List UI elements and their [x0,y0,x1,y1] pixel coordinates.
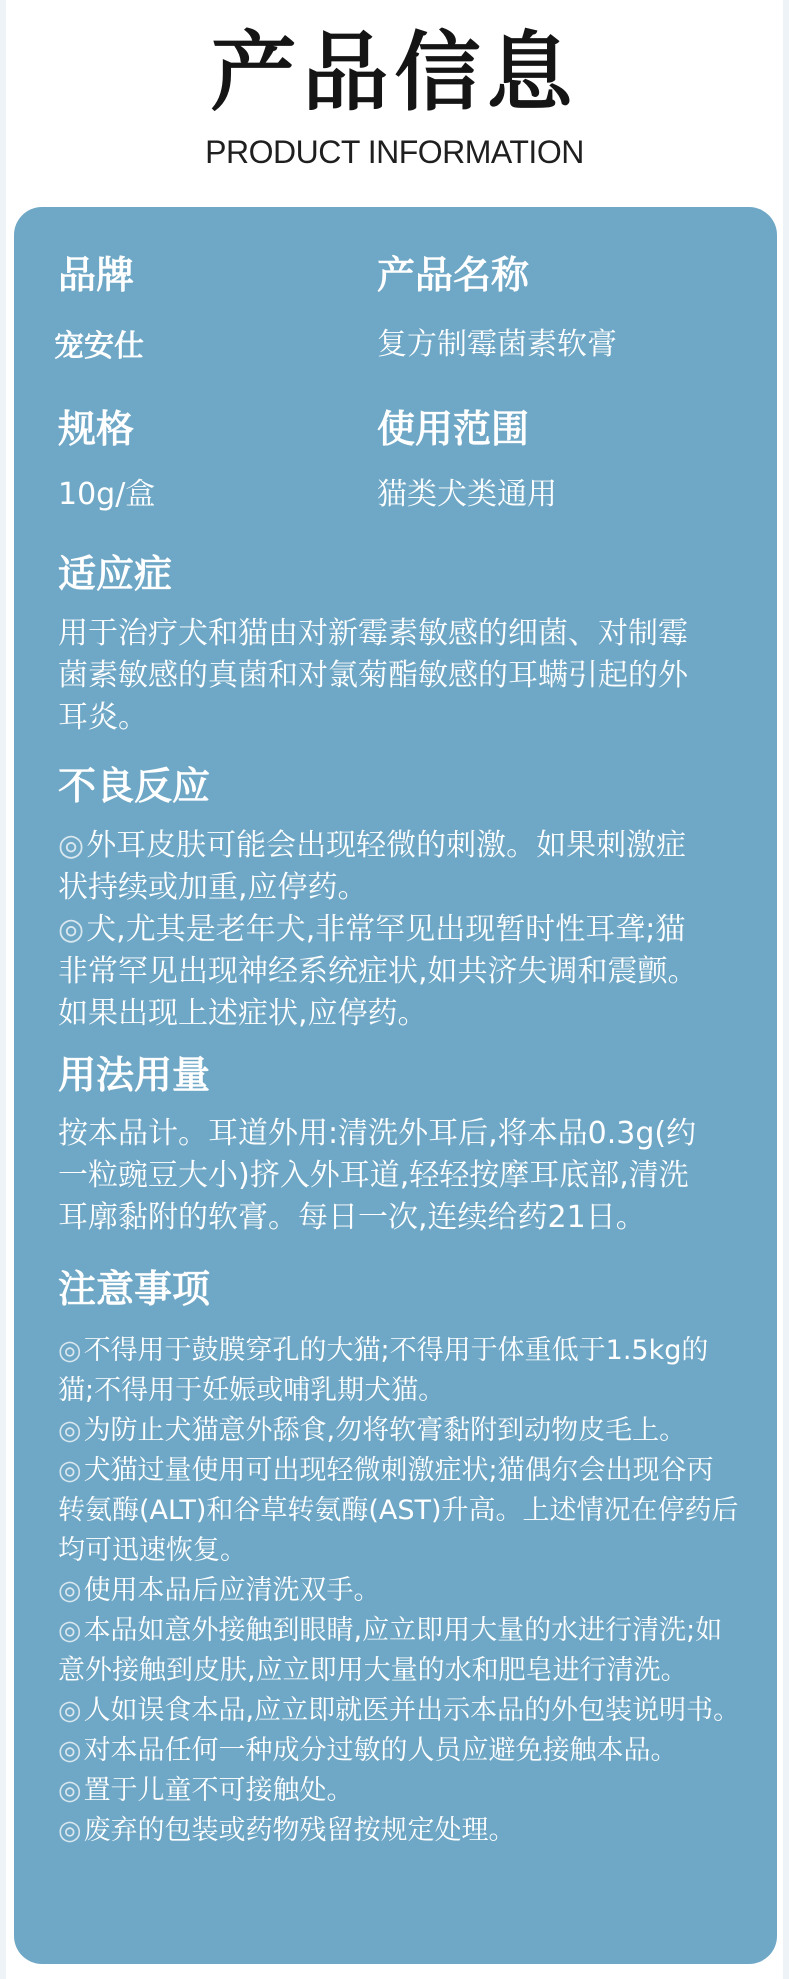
indications-text [58,613,758,739]
brand-value: 宠安仕 [54,329,144,364]
list-item [58,1771,758,1811]
usage-scope-label: 使用范围 [377,407,530,451]
adverse-reactions-text [58,825,758,1035]
brand-label: 品牌 [58,253,135,297]
list-item-continuation: 意外接触到皮肤,应立即用大量的水和肥皂进行清洗。 [58,1655,688,1686]
dosage-line: 耳廓黏附的软膏。每日一次,连续给药21日。 [58,1200,646,1235]
bullet-mark: ◎ [58,1575,82,1606]
bullet-mark: ◎ [58,1455,82,1486]
list-item [58,1691,758,1731]
adverse-line-text: 外耳皮肤可能会出现轻微的刺激。如果刺激症 [86,828,687,863]
list-item [58,1811,758,1851]
indications-line: 菌素敏感的真菌和对氯菊酯敏感的耳螨引起的外 [58,658,688,693]
list-item [58,1331,758,1371]
precautions-list [58,1331,758,1851]
bullet-mark: ◎ [58,912,85,947]
bullet-mark: ◎ [58,1735,82,1766]
dosage-text [58,1113,758,1239]
adverse-line: 非常罕见出现神经系统症状,如共济失调和震颤。 [58,954,698,989]
list-item [58,1571,758,1611]
page-subtitle: PRODUCT INFORMATION [205,134,584,170]
list-item-text: 为防止犬猫意外舔食,勿将软膏黏附到动物皮毛上。 [83,1415,687,1446]
dosage-heading: 用法用量 [58,1053,211,1097]
list-item-text: 对本品任何一种成分过敏的人员应避免接触本品。 [83,1735,678,1766]
list-item-continuation: 均可迅速恢复。 [58,1535,247,1566]
adverse-reactions-heading: 不良反应 [58,764,211,808]
list-item [58,1731,758,1771]
list-item-text: 人如误食本品,应立即就医并出示本品的外包装说明书。 [83,1695,741,1726]
list-item-text: 废弃的包装或药物残留按规定处理。 [83,1815,516,1846]
list-item-continuation: 转氨酶(ALT)和谷草转氨酶(AST)升高。上述情况在停药后 [58,1495,739,1526]
dosage-line: 按本品计。耳道外用:清洗外耳后,将本品0.3g(约 [58,1116,697,1151]
adverse-line: 状持续或加重,应停药。 [58,870,368,905]
list-item-continuation: 猫;不得用于妊娠或哺乳期犬猫。 [58,1375,446,1406]
list-item-text: 犬猫过量使用可出现轻微刺激症状;猫偶尔会出现谷丙 [83,1455,714,1486]
list-item [58,1411,758,1451]
adverse-line-text: 犬,尤其是老年犬,非常罕见出现暂时性耳聋;猫 [86,912,686,947]
list-item-text: 置于儿童不可接触处。 [83,1775,354,1806]
bullet-mark: ◎ [58,1415,82,1446]
list-item [58,1451,758,1491]
product-name-label: 产品名称 [377,253,530,297]
indications-line: 用于治疗犬和猫由对新霉素敏感的细菌、对制霉 [58,616,688,651]
spec-label: 规格 [58,407,135,451]
page-title: 产品信息 [210,23,579,123]
spec-value: 10g/盒 [58,477,156,512]
bullet-mark: ◎ [58,1775,82,1806]
usage-scope-value: 猫类犬类通用 [377,477,557,512]
bullet-mark: ◎ [58,1335,82,1366]
dosage-line: 一粒豌豆大小)挤入外耳道,轻轻按摩耳底部,清洗 [58,1158,689,1193]
indications-line: 耳炎。 [58,700,148,735]
product-info-card [14,207,777,1964]
bullet-mark: ◎ [58,1815,82,1846]
adverse-line [58,825,758,867]
bullet-mark: ◎ [58,828,85,863]
precautions-heading: 注意事项 [58,1267,211,1311]
bullet-mark: ◎ [58,1695,82,1726]
list-item-text: 使用本品后应清洗双手。 [83,1575,381,1606]
list-item-text: 不得用于鼓膜穿孔的大猫;不得用于体重低于1.5kg的 [83,1335,709,1366]
bullet-mark: ◎ [58,1615,82,1646]
adverse-line [58,909,758,951]
adverse-line: 如果出现上述症状,应停药。 [58,996,428,1031]
list-item-text: 本品如意外接触到眼睛,应立即用大量的水进行清洗;如 [83,1615,723,1646]
list-item [58,1611,758,1651]
product-name-value: 复方制霉菌素软膏 [377,327,617,362]
indications-heading: 适应症 [58,552,173,596]
